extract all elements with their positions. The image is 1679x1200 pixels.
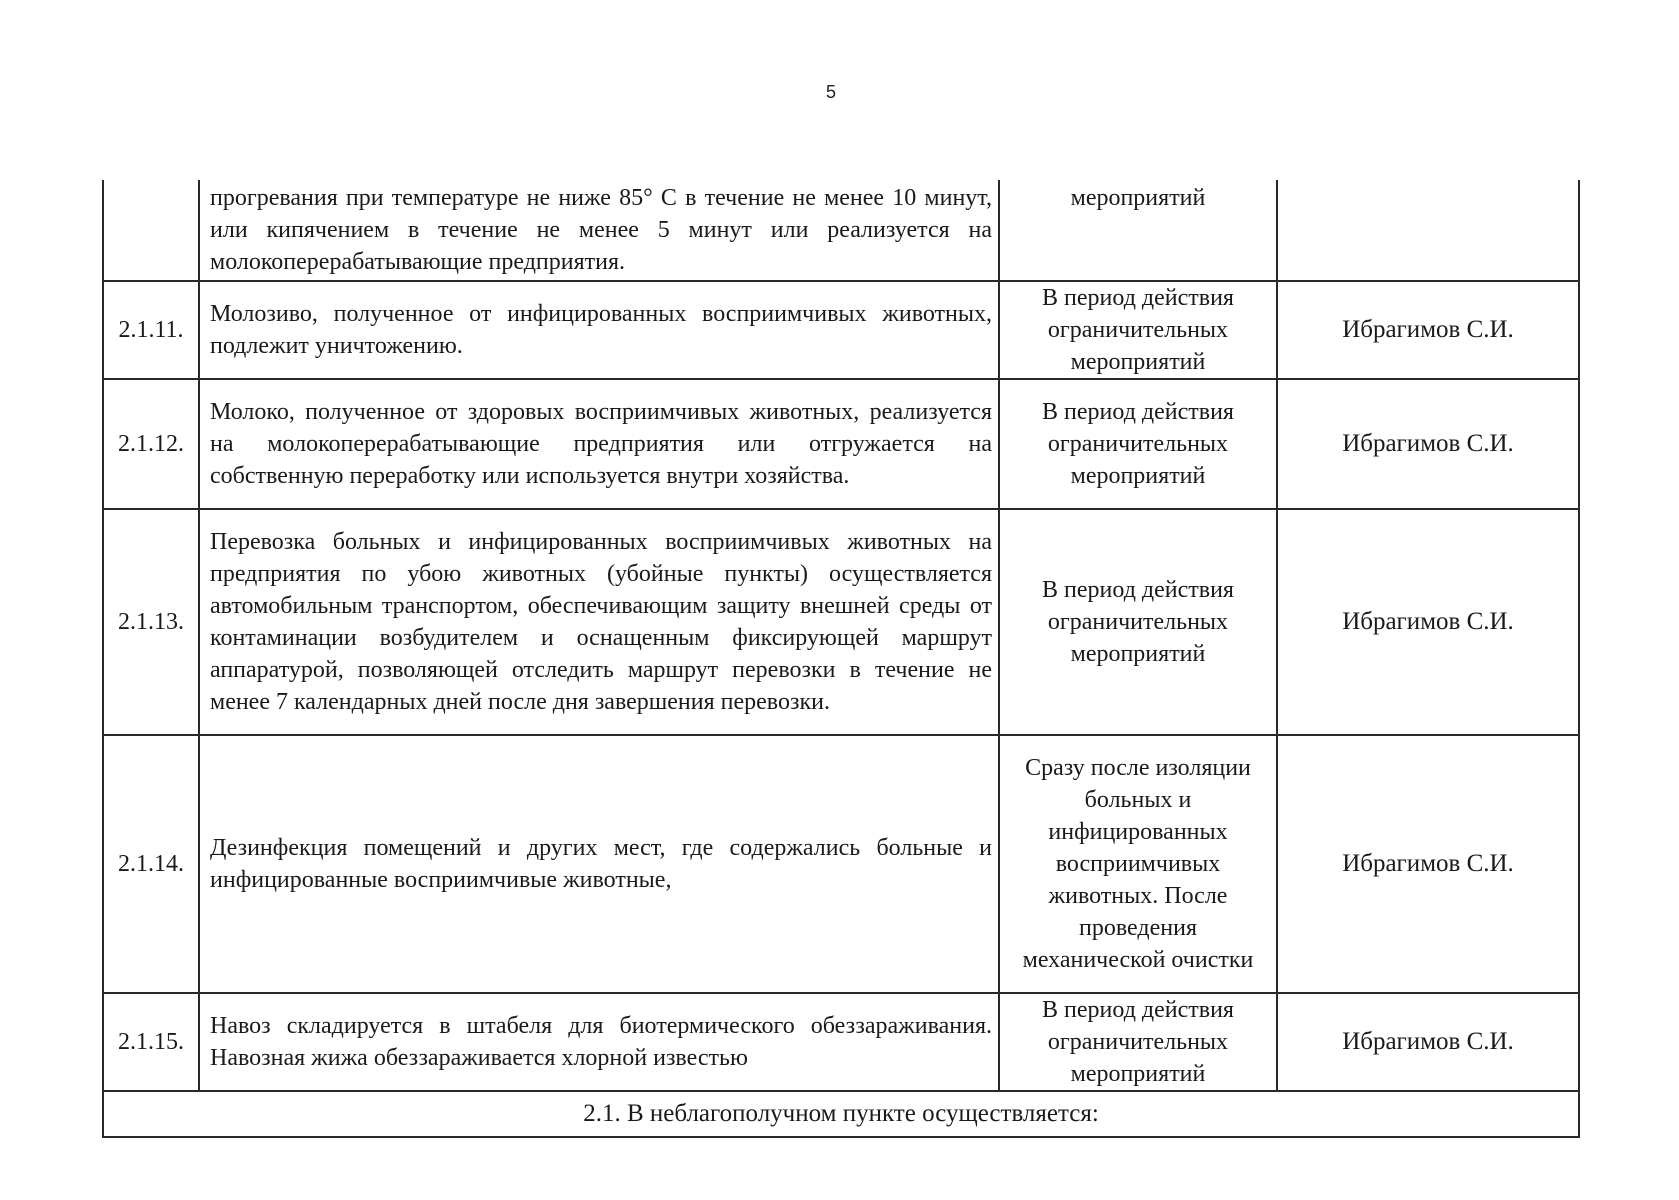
measure-term: В период действия ограничительных мероприятий xyxy=(999,993,1277,1091)
table-row xyxy=(103,993,1579,1091)
responsible-person: Ибрагимов С.И. xyxy=(1277,379,1579,509)
measure-text: Молозиво, полученное от инфицированных восприимчивых животных, подлежит уничтожению. xyxy=(199,281,999,379)
table-row xyxy=(103,379,1579,509)
measure-text: Дезинфекция помещений и других мест, где содержались больные и инфицированные восприимчивые животные, xyxy=(199,735,999,993)
section-row xyxy=(103,1091,1579,1137)
item-number: 2.1.11. xyxy=(103,281,199,379)
measure-term: В период действия ограничительных мероприятий xyxy=(999,281,1277,379)
measure-term: В период действия ограничительных мероприятий xyxy=(999,379,1277,509)
table-row xyxy=(103,180,1579,281)
table-row xyxy=(103,509,1579,735)
page-number: 5 xyxy=(825,82,836,102)
measure-term: Сразу после изоляции больных и инфицированных восприимчивых животных. После проведения механической очистки xyxy=(999,735,1277,993)
measure-text: Перевозка больных и инфицированных восприимчивых животных на предприятия по убою животных (убойные пункты) осуществляется автомобильным транспортом, обеспечивающим защиту внешней среды от контаминации возбудителем и оснащенным фиксирующей маршрут аппаратурой, позволяющей отследить маршрут перевозки в течение не менее 7 календарных дней после дня завершения перевозки. xyxy=(199,509,999,735)
measure-text: Молоко, полученное от здоровых восприимчивых животных, реализуется на молокоперерабатывающие предприятия или отгружается на собственную переработку или используется внутри хозяйства. xyxy=(199,379,999,509)
section-heading: 2.1. В неблагополучном пункте осуществляется: xyxy=(103,1091,1579,1137)
measure-text: Навоз складируется в штабеля для биотермического обеззараживания. Навозная жижа обеззараживается хлорной известью xyxy=(199,993,999,1091)
responsible-person: Ибрагимов С.И. xyxy=(1277,735,1579,993)
responsible-person: Ибрагимов С.И. xyxy=(1277,281,1579,379)
table-row xyxy=(103,735,1579,993)
responsible-person xyxy=(1277,180,1579,281)
table-row xyxy=(103,281,1579,379)
responsible-person: Ибрагимов С.И. xyxy=(1277,993,1579,1091)
item-number: 2.1.14. xyxy=(103,735,199,993)
measure-term: мероприятий xyxy=(999,180,1277,281)
measure-text: прогревания при температуре не ниже 85° С в течение не менее 10 минут, или кипячением в течение не менее 5 минут или реализуется на молокоперерабатывающие предприятия. xyxy=(199,180,999,281)
measure-term: В период действия ограничительных мероприятий xyxy=(999,509,1277,735)
responsible-person: Ибрагимов С.И. xyxy=(1277,509,1579,735)
item-number xyxy=(103,180,199,281)
item-number: 2.1.13. xyxy=(103,509,199,735)
measures-table xyxy=(102,180,1580,1138)
item-number: 2.1.15. xyxy=(103,993,199,1091)
item-number: 2.1.12. xyxy=(103,379,199,509)
